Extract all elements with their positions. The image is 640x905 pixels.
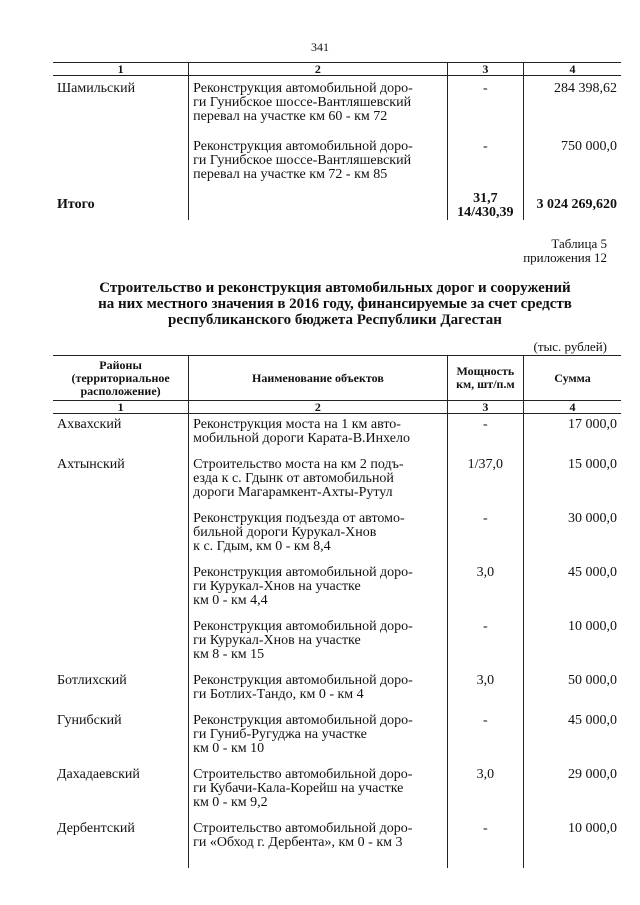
- sum-cell: 29 000,0: [568, 767, 617, 782]
- sum-cell: 45 000,0: [568, 565, 617, 580]
- header-object: Наименование объектов: [189, 356, 448, 401]
- object-line: ги Гунибское шоссе-Вантляшевский: [193, 95, 412, 110]
- object-line: Реконструкция автомобильной доро-: [193, 565, 413, 580]
- object-line: езда к с. Гдынк от автомобильной: [193, 471, 394, 486]
- column-number: 1: [53, 401, 189, 414]
- object-line: перевал на участке км 72 - км 85: [193, 167, 388, 182]
- header-line: км, шт/п.м: [456, 377, 515, 391]
- capacity-cell: -: [447, 414, 523, 447]
- header-capacity: [447, 356, 523, 401]
- header-sum: Сумма: [524, 356, 622, 401]
- continuation-table: [53, 62, 621, 220]
- table-reference-line: Таблица 5: [551, 236, 607, 251]
- table-row: [53, 414, 621, 447]
- sum-cell: 45 000,0: [568, 713, 617, 728]
- table-row: [53, 500, 621, 554]
- object-line: ги «Обход г. Дербента», км 0 - км 3: [193, 835, 403, 850]
- district-cell: Дахадаевский: [53, 756, 189, 810]
- total-capacity: [447, 182, 523, 220]
- header-district: [53, 356, 189, 401]
- table-title: [50, 280, 620, 328]
- capacity-cell: -: [447, 810, 523, 868]
- object-line: ги Гуниб-Ругуджа на участке: [193, 727, 367, 742]
- column-number: 4: [524, 401, 622, 414]
- header-row: [53, 356, 621, 401]
- header-line: (территориальное: [71, 370, 170, 385]
- sum-cell: 750 000,0: [561, 139, 617, 154]
- table-row: [53, 702, 621, 756]
- sum-cell: 30 000,0: [568, 511, 617, 526]
- column-number: 4: [524, 63, 622, 76]
- table-row: [53, 124, 621, 182]
- object-line: ги Курукал-Хнов на участке: [193, 633, 361, 648]
- capacity-cell: 3,0: [447, 756, 523, 810]
- table-row: [53, 76, 621, 125]
- district-cell: [53, 554, 189, 608]
- capacity-cell: -: [447, 608, 523, 662]
- title-line: на них местного значения в 2016 году, финансируемые за счет средств: [98, 296, 572, 312]
- object-cell: [189, 76, 448, 125]
- object-line: ги Курукал-Хнов на участке: [193, 579, 361, 594]
- object-line: Реконструкция автомобильной доро-: [193, 619, 413, 634]
- total-sum: 3 024 269,620: [536, 197, 617, 212]
- total-label: Итого: [53, 182, 189, 220]
- object-cell: [189, 810, 448, 868]
- object-line: Реконструкция автомобильной доро-: [193, 81, 413, 96]
- header-line: Мощность: [456, 364, 515, 378]
- district-cell: Дербентский: [53, 810, 189, 868]
- district-cell: Гунибский: [53, 702, 189, 756]
- table-row: [53, 446, 621, 500]
- page-number: 341: [311, 40, 329, 54]
- object-cell: [189, 702, 448, 756]
- object-cell: [189, 608, 448, 662]
- table-row: [53, 554, 621, 608]
- object-line: км 0 - км 10: [193, 741, 265, 756]
- column-number: 1: [53, 63, 189, 76]
- object-cell: [189, 182, 448, 220]
- object-cell: [189, 500, 448, 554]
- object-line: ги Ботлих-Тандо, км 0 - км 4: [193, 687, 364, 702]
- object-line: ги Кубачи-Кала-Корейш на участке: [193, 781, 404, 796]
- capacity-cell: -: [447, 702, 523, 756]
- table-reference-line: приложения 12: [523, 250, 607, 265]
- object-line: ги Гунибское шоссе-Вантляшевский: [193, 153, 412, 168]
- header-line: Районы: [99, 357, 142, 372]
- object-cell: [189, 124, 448, 182]
- district-cell: [53, 500, 189, 554]
- object-cell: [189, 554, 448, 608]
- sum-cell: 50 000,0: [568, 673, 617, 688]
- capacity-cell: 1/37,0: [447, 446, 523, 500]
- district-cell: [53, 608, 189, 662]
- total-row: [53, 182, 621, 220]
- capacity-cell: 3,0: [447, 554, 523, 608]
- column-number: 2: [189, 401, 448, 414]
- column-number-row: [53, 401, 621, 414]
- object-line: Строительство автомобильной доро-: [193, 821, 413, 836]
- object-line: перевал на участке км 60 - км 72: [193, 109, 388, 124]
- object-line: км 0 - км 4,4: [193, 593, 268, 608]
- district-cell: Ахвахский: [53, 414, 189, 447]
- object-cell: [189, 414, 448, 447]
- object-line: км 8 - км 15: [193, 647, 265, 662]
- object-line: Реконструкция моста на 1 км авто-: [193, 417, 401, 432]
- title-line: республиканского бюджета Республики Дагестан: [168, 312, 502, 328]
- object-line: км 0 - км 9,2: [193, 795, 268, 810]
- district-cell: Шамильский: [53, 76, 189, 125]
- object-line: Реконструкция автомобильной доро-: [193, 713, 413, 728]
- table-row: [53, 608, 621, 662]
- sum-cell: 10 000,0: [568, 821, 617, 836]
- column-number: 2: [189, 63, 448, 76]
- table-row: [53, 662, 621, 702]
- table-reference: [523, 237, 607, 265]
- sum-cell: 17 000,0: [568, 417, 617, 432]
- object-cell: [189, 756, 448, 810]
- table-row: [53, 810, 621, 868]
- header-line: расположение): [80, 383, 161, 398]
- object-line: Реконструкция автомобильной доро-: [193, 139, 413, 154]
- capacity-cell: -: [447, 500, 523, 554]
- object-line: бильной дороги Курукал-Хнов: [193, 525, 377, 540]
- district-cell: [53, 124, 189, 182]
- object-cell: [189, 662, 448, 702]
- district-cell: Ботлихский: [53, 662, 189, 702]
- main-table: [53, 355, 621, 868]
- sum-cell: 284 398,62: [554, 81, 617, 96]
- capacity-cell: 3,0: [447, 662, 523, 702]
- total-capacity-line: 31,7: [473, 191, 498, 206]
- capacity-cell: -: [447, 76, 523, 125]
- object-line: Строительство автомобильной доро-: [193, 767, 413, 782]
- object-cell: [189, 446, 448, 500]
- column-number: 3: [447, 63, 523, 76]
- column-number: 3: [447, 401, 523, 414]
- title-line: Строительство и реконструкция автомобильных дорог и сооружений: [99, 280, 571, 296]
- total-capacity-line: 14/430,39: [457, 205, 514, 220]
- object-line: Строительство моста на км 2 подъ-: [193, 457, 404, 472]
- units-label: (тыс. рублей): [533, 339, 607, 354]
- table-row: [53, 756, 621, 810]
- capacity-cell: -: [447, 124, 523, 182]
- object-line: Реконструкция подъезда от автомо-: [193, 511, 405, 526]
- object-line: Реконструкция автомобильной доро-: [193, 673, 413, 688]
- sum-cell: 10 000,0: [568, 619, 617, 634]
- object-line: мобильной дороги Карата-В.Инхело: [193, 431, 411, 446]
- column-number-row: [53, 63, 621, 76]
- object-line: дороги Магарамкент-Ахты-Рутул: [193, 485, 393, 500]
- object-line: к с. Гдым, км 0 - км 8,4: [193, 539, 331, 554]
- district-cell: Ахтынский: [53, 446, 189, 500]
- sum-cell: 15 000,0: [568, 457, 617, 472]
